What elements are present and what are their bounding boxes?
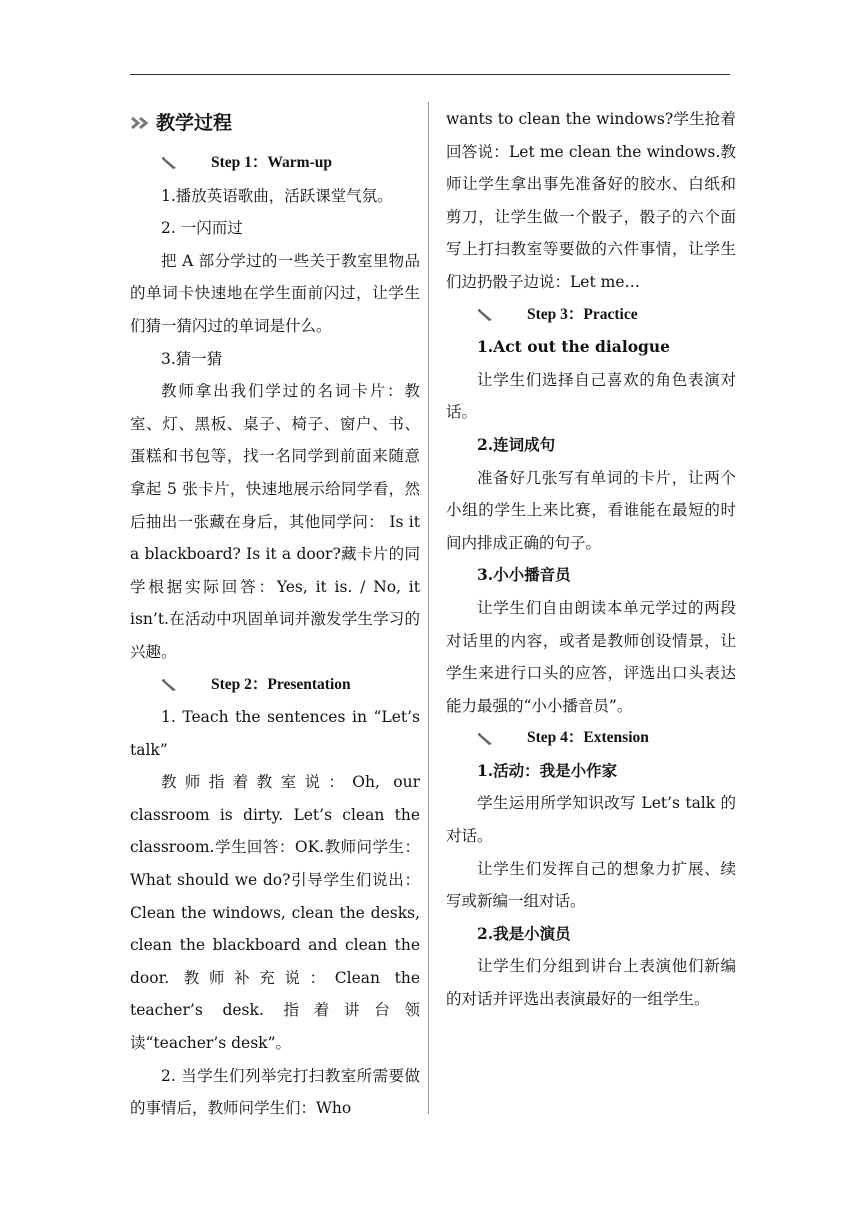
paragraph: 让学生们自由朗读本单元学过的两段对话里的内容，或者是教师创设情景，让学生来进行口头的应答，评选出口头表达能力最强的“小小播音员”。 <box>446 598 736 715</box>
section-title <box>130 103 420 143</box>
subheading: 1.活动：我是小作家 <box>477 760 618 780</box>
section-title-text: 教学过程 <box>156 112 233 134</box>
subheading: 1.Act out the dialogue <box>477 337 671 357</box>
paragraph: 1.播放英语歌曲，活跃课堂气氛。 <box>161 186 393 205</box>
paragraph: 把 A 部分学过的一些关于教室里物品的单词卡快速地在学生面前闪过，让学生们猜一猜闪过的单词是什么。 <box>130 251 420 335</box>
paragraph: 准备好几张写有单词的卡片，让两个小组的学生上来比赛，看谁能在最短的时间内排成正确的句子。 <box>446 468 736 552</box>
left-column <box>130 103 420 1125</box>
paragraph: 教师拿出我们学过的名词卡片：教室、灯、黑板、桌子、椅子、窗户、书、蛋糕和书包等，找一名同学到前面来随意拿起 5 张卡片，快速地展示给同学看，然后抽出一张藏在身后，其他同学问： Is it a blackboard? Is it a door?藏卡片的同学根据实际回答：Yes, it is. / No, it isn’t.在活动中巩固单词并激发学生学习的兴趣。 <box>130 382 420 661</box>
paragraph: 2. 当学生们列举完打扫教室所需要做的事情后，教师问学生们：Who <box>130 1066 420 1118</box>
step2-heading: Step 2：Presentation <box>130 669 420 702</box>
paragraph: 让学生们选择自己喜欢的角色表演对话。 <box>446 370 736 422</box>
pen-icon <box>161 677 179 693</box>
column-divider <box>428 102 429 1114</box>
pen-icon <box>477 731 495 747</box>
step4-heading: Step 4：Extension <box>446 722 736 755</box>
subheading: 3.小小播音员 <box>477 565 571 585</box>
right-column <box>446 103 736 1016</box>
step1-heading: Step 1：Warm-up <box>130 147 420 180</box>
paragraph: 教师指着教室说：Oh, our classroom is dirty. Let’s clean the classroom.学生回答：OK.教师问学生：What should we do?引导学生们说出：Clean the windows, clean the desks, clean the blackboard and clean the door. 教师补充说：Clean the teacher’s desk. 指着讲台领读“teacher’s desk”。 <box>130 773 420 1053</box>
double-chevron-icon <box>130 115 154 131</box>
paragraph: wants to clean the windows?学生抢着回答说：Let me clean the windows.教师让学生拿出事先准备好的胶水、白纸和剪刀，让学生做一个骰子，骰子的六个面写上打扫教室等要做的六件事情，让学生们边扔骰子边说：Let me… <box>446 110 736 291</box>
subheading: 2.我是小演员 <box>477 923 571 943</box>
paragraph: 2. 一闪而过 <box>161 219 243 238</box>
paragraph: 学生运用所学知识改写 Let’s talk 的对话。 <box>446 794 736 846</box>
subheading: 2.连词成句 <box>477 434 556 454</box>
paragraph: 让学生们发挥自己的想象力扩展、续写或新编一组对话。 <box>446 859 736 911</box>
paragraph: 让学生们分组到讲台上表演他们新编的对话并评选出表演最好的一组学生。 <box>446 957 736 1009</box>
top-rule <box>130 74 730 75</box>
pen-icon <box>161 155 179 171</box>
paragraph: 1. Teach the sentences in “Let’s talk” <box>130 708 420 759</box>
pen-icon <box>477 307 495 323</box>
paragraph: 3.猜一猜 <box>161 349 223 368</box>
step3-heading: Step 3：Practice <box>446 299 736 332</box>
